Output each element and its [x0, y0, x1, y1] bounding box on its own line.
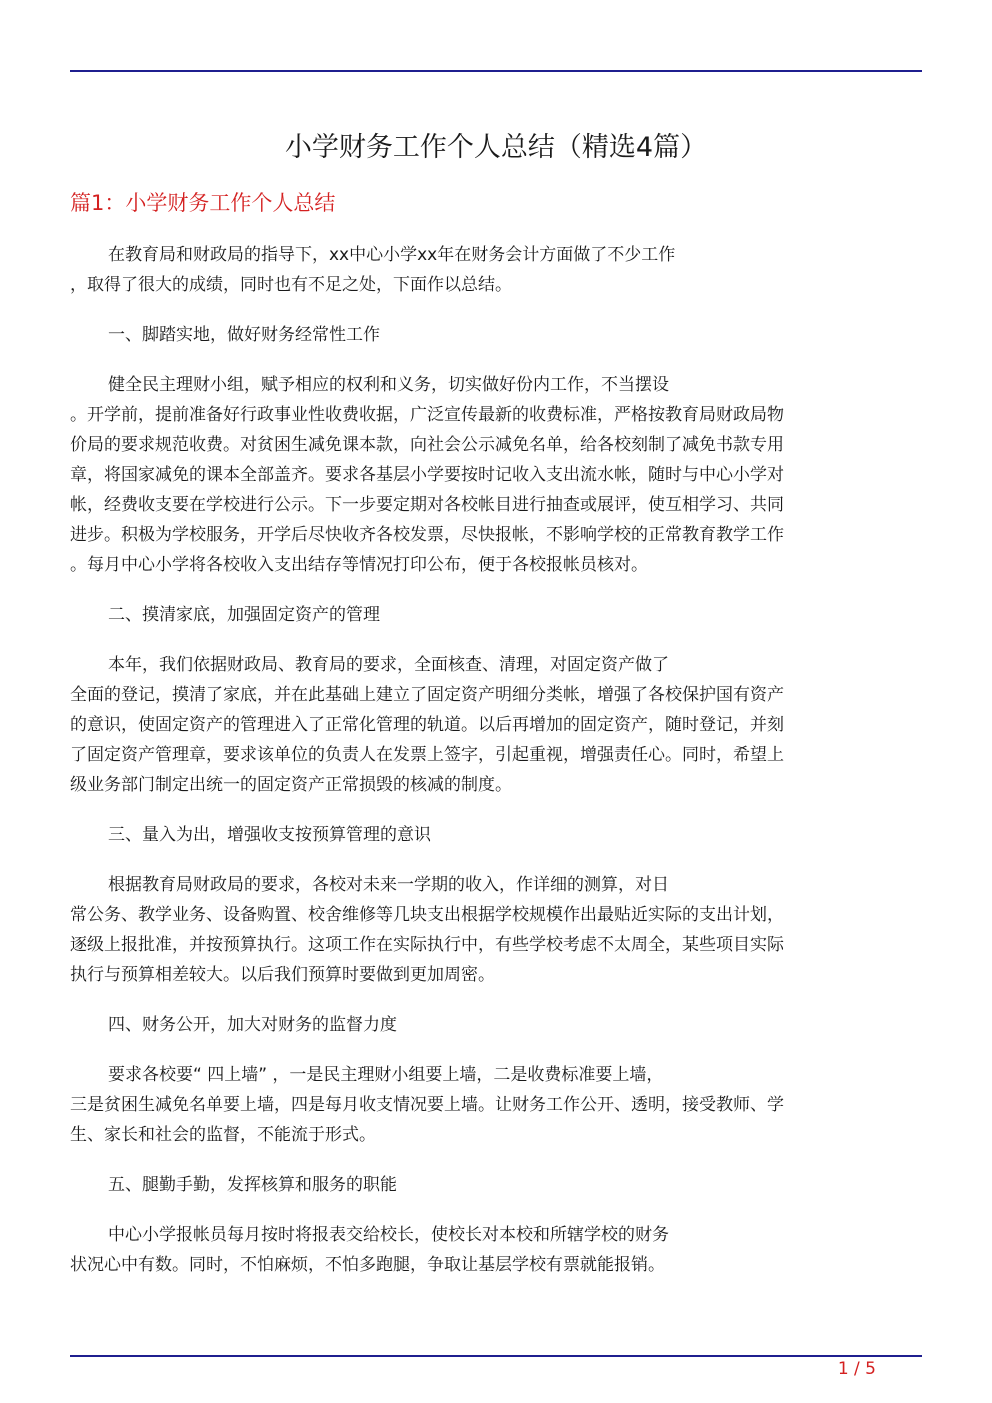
section-heading: 篇1：小学财务工作个人总结 — [70, 191, 336, 215]
subsection-heading: 二、摸清家底，加强固定资产的管理 — [108, 605, 380, 625]
page-number: 1 / 5 — [837, 1359, 876, 1379]
subsection-heading: 五、腿勤手勤，发挥核算和服务的职能 — [108, 1175, 397, 1195]
body-paragraph — [70, 1220, 922, 1280]
paragraph-line: 三是贫困生减免名单要上墙，四是每月收支情况要上墙。让财务工作公开、透明，接受教师、学 — [70, 1095, 784, 1115]
paragraph-line: ，取得了很大的成绩，同时也有不足之处，下面作以总结。 — [70, 275, 512, 295]
document-title: 小学财务工作个人总结（精选4篇） — [284, 132, 708, 163]
paragraph-line: 在教育局和财政局的指导下，xx中心小学xx年在财务会计方面做了不少工作 — [108, 245, 676, 265]
paragraph-line: 价局的要求规范收费。对贫困生减免课本款，向社会公示减免名单，给各校刻制了减免书款专用 — [70, 435, 784, 455]
body-paragraph — [70, 650, 922, 800]
paragraph-line: 健全民主理财小组，赋予相应的权利和义务，切实做好份内工作，不当摆设 — [108, 375, 669, 395]
footer-rule — [70, 1355, 922, 1357]
paragraph-line: 帐，经费收支要在学校进行公示。下一步要定期对各校帐目进行抽查或展评，使互相学习、共同 — [70, 495, 784, 515]
subsection-heading: 一、脚踏实地，做好财务经常性工作 — [108, 325, 380, 345]
paragraph-line: 级业务部门制定出统一的固定资产正常损毁的核减的制度。 — [70, 775, 512, 795]
paragraph-line: 。每月中心小学将各校收入支出结存等情况打印公布，便于各校报帐员核对。 — [70, 555, 648, 575]
paragraph-line: 全面的登记，摸清了家底，并在此基础上建立了固定资产明细分类帐，增强了各校保护国有资产 — [70, 685, 784, 705]
header-rule — [70, 70, 922, 72]
paragraph-line: 状况心中有数。同时，不怕麻烦，不怕多跑腿，争取让基层学校有票就能报销。 — [70, 1255, 665, 1275]
paragraph-line: 中心小学报帐员每月按时将报表交给校长，使校长对本校和所辖学校的财务 — [108, 1225, 669, 1245]
body-paragraph — [70, 370, 922, 580]
body-paragraph — [70, 1060, 922, 1150]
document-body — [70, 240, 922, 1300]
paragraph-line: 要求各校要“ 四上墙” ，一是民主理财小组要上墙，二是收费标准要上墙， — [108, 1065, 664, 1085]
paragraph-line: 逐级上报批准，并按预算执行。这项工作在实际执行中，有些学校考虑不太周全，某些项目实际 — [70, 935, 784, 955]
paragraph-line: 常公务、教学业务、设备购置、校舍维修等几块支出根据学校规模作出最贴近实际的支出计划， — [70, 905, 784, 925]
paragraph-line: 执行与预算相差较大。以后我们预算时要做到更加周密。 — [70, 965, 495, 985]
paragraph-line: 的意识，使固定资产的管理进入了正常化管理的轨道。以后再增加的固定资产，随时登记，并刻 — [70, 715, 784, 735]
paragraph-line: 生、家长和社会的监督，不能流于形式。 — [70, 1125, 376, 1145]
body-paragraph — [70, 870, 922, 990]
paragraph-line: 本年，我们依据财政局、教育局的要求，全面核查、清理，对固定资产做了 — [108, 655, 669, 675]
subsection-heading: 三、量入为出，增强收支按预算管理的意识 — [108, 825, 431, 845]
paragraph-line: 进步。积极为学校服务，开学后尽快收齐各校发票，尽快报帐，不影响学校的正常教育教学工作 — [70, 525, 784, 545]
paragraph-line: 章，将国家减免的课本全部盖齐。要求各基层小学要按时记收入支出流水帐，随时与中心小学对 — [70, 465, 784, 485]
paragraph-line: 了固定资产管理章，要求该单位的负责人在发票上签字，引起重视，增强责任心。同时，希望上 — [70, 745, 784, 765]
paragraph-line: 。开学前，提前准备好行政事业性收费收据，广泛宣传最新的收费标准，严格按教育局财政局物 — [70, 405, 784, 425]
subsection-heading: 四、财务公开，加大对财务的监督力度 — [108, 1015, 397, 1035]
paragraph-line: 根据教育局财政局的要求，各校对未来一学期的收入，作详细的测算，对日 — [108, 875, 669, 895]
body-paragraph — [70, 240, 922, 300]
